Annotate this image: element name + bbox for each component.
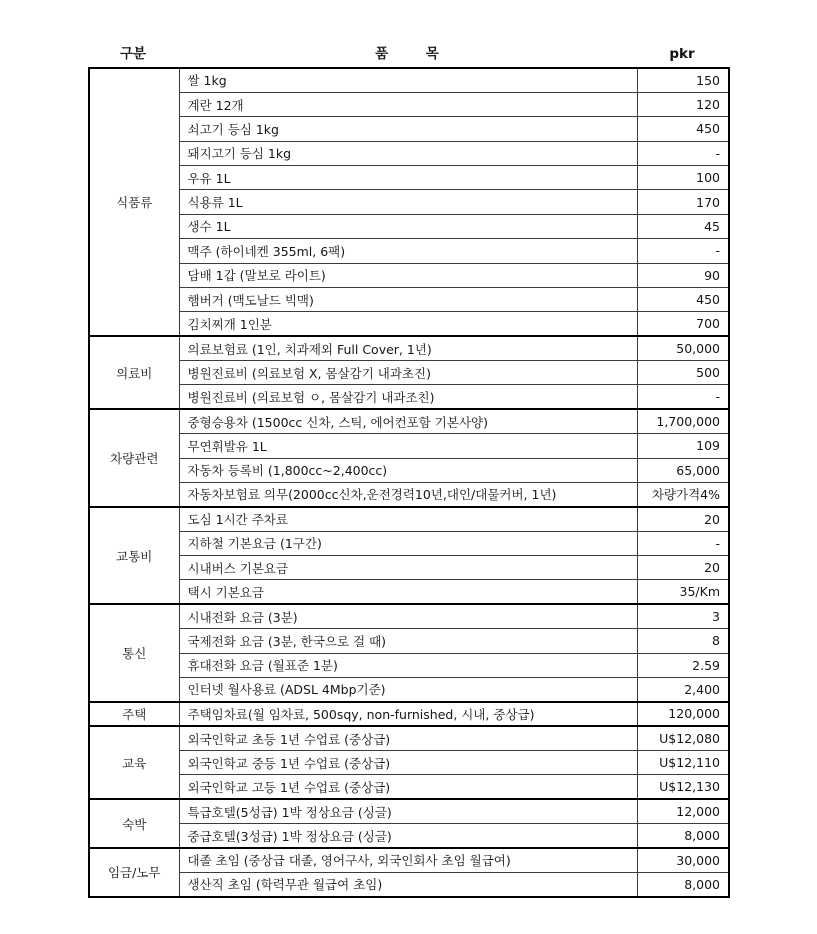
item-cell: 김치찌개 1인분 [179,312,637,336]
price-cell: 2,400 [637,677,729,701]
price-cell: 35/Km [637,580,729,604]
price-cell: U$12,080 [637,726,729,750]
table-row [89,166,729,190]
category-cell: 식품류 [89,68,179,336]
item-cell: 시내버스 기본요금 [179,556,637,580]
table-row [89,507,729,531]
table-row [89,336,729,360]
item-cell: 우유 1L [179,166,637,190]
item-cell: 중급호텔(3성급) 1박 정상요금 (싱글) [179,824,637,848]
item-cell: 쇠고기 등심 1kg [179,117,637,141]
table-row [89,312,729,336]
price-cell: 65,000 [637,458,729,482]
price-cell: 120,000 [637,702,729,726]
item-cell: 자동차보험료 의무(2000cc신차,운전경력10년,대인/대물커버, 1년) [179,482,637,506]
price-cell: 30,000 [637,848,729,872]
price-cell: U$12,110 [637,751,729,775]
table-row [89,287,729,311]
header-currency: pkr [669,46,695,62]
price-cell: 109 [637,434,729,458]
price-table [88,67,730,898]
item-cell: 특급호텔(5성급) 1박 정상요금 (싱글) [179,799,637,823]
price-cell: 20 [637,556,729,580]
item-cell: 생수 1L [179,214,637,238]
table-row [89,141,729,165]
table-row [89,214,729,238]
price-cell: - [637,531,729,555]
price-cell: 20 [637,507,729,531]
item-cell: 외국인학교 중등 1년 수업료 (중상급) [179,751,637,775]
price-cell: 3 [637,604,729,628]
header-category: 구분 [119,46,147,62]
table-row [89,824,729,848]
item-cell: 택시 기본요금 [179,580,637,604]
table-row [89,848,729,872]
item-cell: 자동차 등록비 (1,800cc~2,400cc) [179,458,637,482]
table-row [89,653,729,677]
price-cell: 8,000 [637,824,729,848]
item-cell: 무연휘발유 1L [179,434,637,458]
price-cell: 50,000 [637,336,729,360]
category-cell: 숙박 [89,799,179,848]
item-cell: 계란 12개 [179,92,637,116]
table-row [89,531,729,555]
price-cell: - [637,385,729,409]
category-cell: 차량관련 [89,409,179,507]
item-cell: 의료보험료 (1인, 치과제외 Full Cover, 1년) [179,336,637,360]
item-cell: 주택임차료(월 임차료, 500sqy, non-furnished, 시내, 중상급) [179,702,637,726]
category-cell: 임금/노무 [89,848,179,897]
item-cell: 맥주 (하이네켄 355ml, 6팩) [179,239,637,263]
price-cell: 8,000 [637,872,729,896]
price-cell: 500 [637,361,729,385]
table-row [89,751,729,775]
price-cell: 1,700,000 [637,409,729,433]
category-cell: 통신 [89,604,179,702]
item-cell: 식용류 1L [179,190,637,214]
item-cell: 인터넷 월사용료 (ADSL 4Mbp기준) [179,677,637,701]
category-cell: 교통비 [89,507,179,605]
category-cell: 교육 [89,726,179,799]
price-cell: 450 [637,287,729,311]
table-row [89,702,729,726]
table-row [89,117,729,141]
item-cell: 시내전화 요금 (3분) [179,604,637,628]
item-cell: 외국인학교 초등 1년 수업료 (중상급) [179,726,637,750]
table-row [89,580,729,604]
table-row [89,458,729,482]
price-cell: 700 [637,312,729,336]
category-cell: 주택 [89,702,179,726]
item-cell: 병원진료비 (의료보험 ㅇ, 몸살감기 내과조친) [179,385,637,409]
table-header-row [88,42,728,62]
price-cell: - [637,239,729,263]
item-cell: 지하철 기본요금 (1구간) [179,531,637,555]
table-row [89,409,729,433]
table-row [89,604,729,628]
table-row [89,263,729,287]
item-cell: 국제전화 요금 (3분, 한국으로 걸 때) [179,629,637,653]
price-cell: 12,000 [637,799,729,823]
table-row [89,629,729,653]
price-cell: 90 [637,263,729,287]
table-row [89,775,729,799]
item-cell: 중형승용차 (1500cc 신차, 스틱, 에어컨포함 기본사양) [179,409,637,433]
table-row [89,556,729,580]
item-cell: 쌀 1kg [179,68,637,92]
category-cell: 의료비 [89,336,179,409]
item-cell: 병원진료비 (의료보험 X, 몸살감기 내과초진) [179,361,637,385]
price-cell: 170 [637,190,729,214]
price-cell: 2.59 [637,653,729,677]
item-cell: 햄버거 (맥도날드 빅맥) [179,287,637,311]
price-cell: 차량가격4% [637,482,729,506]
price-cell: U$12,130 [637,775,729,799]
item-cell: 돼지고기 등심 1kg [179,141,637,165]
table-row [89,68,729,92]
table-row [89,361,729,385]
table-row [89,385,729,409]
price-cell: 8 [637,629,729,653]
table-row [89,239,729,263]
table-row [89,482,729,506]
table-row [89,434,729,458]
item-cell: 대졸 초임 (중상급 대졸, 영어구사, 외국인회사 초임 월급여) [179,848,637,872]
table-row [89,799,729,823]
table-row [89,726,729,750]
item-cell: 도심 1시간 주차료 [179,507,637,531]
table-row [89,92,729,116]
price-cell: 450 [637,117,729,141]
price-cell: - [637,141,729,165]
price-cell: 150 [637,68,729,92]
price-table-body [89,68,729,897]
price-cell: 120 [637,92,729,116]
item-cell: 생산직 초임 (학력무관 월급여 초임) [179,872,637,896]
item-cell: 휴대전화 요금 (월표준 1분) [179,653,637,677]
table-row [89,190,729,214]
item-cell: 담배 1갑 (말보로 라이트) [179,263,637,287]
price-cell: 45 [637,214,729,238]
table-row [89,677,729,701]
price-cell: 100 [637,166,729,190]
header-item: 품 목 [375,46,439,62]
item-cell: 외국인학교 고등 1년 수업료 (중상급) [179,775,637,799]
table-row [89,872,729,896]
